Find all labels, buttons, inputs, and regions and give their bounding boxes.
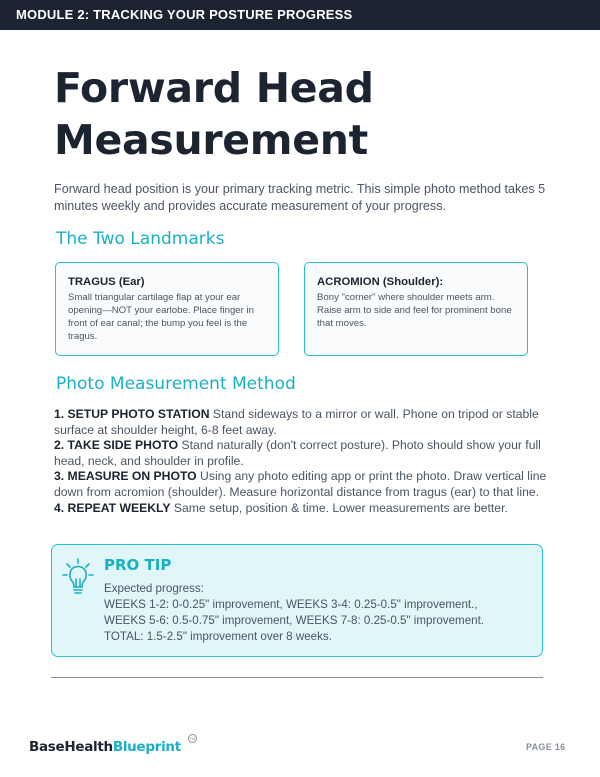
intro-paragraph: Forward head position is your primary tracking metric. This simple photo method takes 5 minutes weekly and provides accurate measurement of your progress. xyxy=(54,182,546,213)
pro-tip-line: WEEKS 1-2: 0-0.25" improvement, WEEKS 3-4: 0.25-0.5" improvement., xyxy=(104,598,478,611)
landmark-card-body: Bony "corner" where shoulder meets arm. Raise arm to side and feel for prominent bone that moves. xyxy=(317,292,512,329)
page-title-line-1: Forward Head xyxy=(54,64,374,112)
landmark-card-acromion xyxy=(304,262,528,356)
method-step-title: 4. REPEAT WEEKLY xyxy=(54,500,171,515)
method-steps xyxy=(54,407,554,516)
method-heading: Photo Measurement Method xyxy=(56,374,296,394)
module-header-bar xyxy=(0,0,600,30)
page-title xyxy=(54,62,554,166)
pro-tip-line: WEEKS 5-6: 0.5-0.75" improvement, WEEKS 7-8: 0.25-0.5" improvement. xyxy=(104,614,485,627)
brand-name-part2: Blueprint xyxy=(112,739,181,755)
landmark-card-tragus xyxy=(55,262,279,356)
method-step xyxy=(54,438,554,469)
trademark-mark: TM xyxy=(189,736,196,741)
lightbulb-icon xyxy=(62,557,94,599)
pro-tip-content xyxy=(104,581,539,645)
method-step-text: Stand sideways to a mirror or wall. Phone on tripod or stable surface at shoulder height, 6-8 feet away. xyxy=(54,407,539,437)
landmark-card-title: ACROMION (Shoulder): xyxy=(317,276,444,288)
method-step-text: Same setup, position & time. Lower measurements are better. xyxy=(170,500,508,515)
method-step xyxy=(54,407,554,438)
method-step-title: 1. SETUP PHOTO STATION xyxy=(54,407,210,421)
method-step xyxy=(54,501,554,517)
pro-tip-line: TOTAL: 1.5-2.5" improvement over 8 weeks. xyxy=(104,630,332,643)
footer-divider xyxy=(51,677,543,678)
module-label: MODULE 2: TRACKING YOUR POSTURE PROGRESS xyxy=(16,7,353,22)
landmarks-heading: The Two Landmarks xyxy=(56,229,225,249)
method-step-text: Using any photo editing app or print the photo. Draw vertical line down from acromion (shoulder). Measure horizontal distance from tragus (ear) to that line. xyxy=(54,469,547,499)
pro-tip-title: PRO TIP xyxy=(104,556,172,574)
brand-logo xyxy=(29,739,181,755)
brand-name-part1: BaseHealth xyxy=(29,739,113,755)
method-step-text: Stand naturally (don't correct posture). Photo should show your full head, neck, and shoulder in profile. xyxy=(54,438,541,468)
page-title-line-2: Measurement xyxy=(54,116,368,164)
page-number: PAGE 16 xyxy=(526,742,566,752)
pro-tip-line: Expected progress: xyxy=(104,582,204,595)
landmark-card-body: Small triangular cartilage flap at your ear opening—NOT your earlobe. Place finger in front of ear canal; the bump you feel is the tragus. xyxy=(68,292,254,342)
method-step-title: 2. TAKE SIDE PHOTO xyxy=(54,438,179,453)
method-step-title: 3. MEASURE ON PHOTO xyxy=(54,469,197,484)
method-step xyxy=(54,469,554,500)
pro-tip-box xyxy=(51,544,543,657)
landmark-card-title: TRAGUS (Ear) xyxy=(68,276,145,288)
